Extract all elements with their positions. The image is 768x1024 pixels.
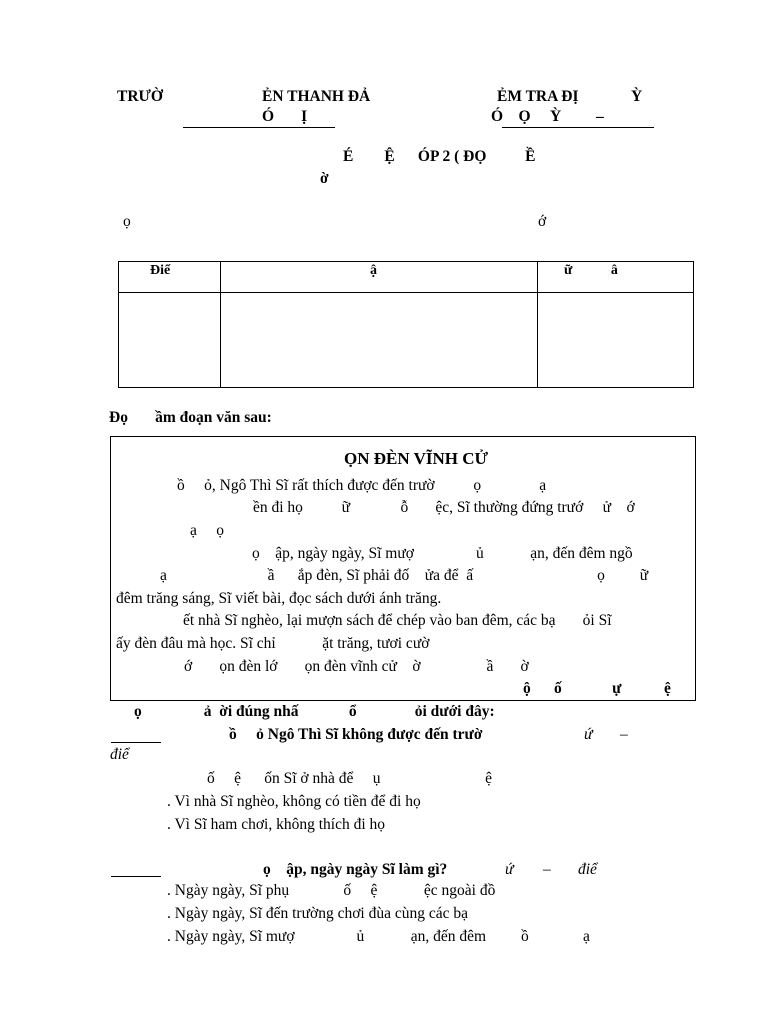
comment-header: ậ [370, 263, 377, 278]
exam-title-part2: Ỳ [631, 88, 643, 105]
q1-score-points: điể [110, 746, 129, 763]
q2-score-points: điể [578, 861, 597, 878]
q1-answer-blank [111, 742, 161, 743]
student-info-left: ọ [123, 213, 131, 230]
q2-answer-blank [111, 876, 161, 877]
q2-score-dash: – [543, 861, 551, 878]
passage-source: ộ ố ự ệ [523, 680, 671, 697]
q2-score-label: ứ [505, 861, 514, 878]
passage-line: ạ ọ [190, 522, 225, 539]
school-subline: Ó Ị [262, 108, 308, 125]
q1-score-label: ứ [584, 726, 593, 743]
q2-option: . Ngày ngày, Sĩ đến trường chơi đùa cùng các bạ [167, 905, 468, 922]
exam-subline: Ó Ọ Ỳ – [491, 108, 604, 125]
test-title: É Ệ ÓP 2 ( ĐỌ Ề [343, 148, 536, 165]
q1-option: . Vì nhà Sĩ nghèo, không có tiền để đi họ [167, 793, 421, 810]
school-name-part2: ẺN THANH ĐẢ [262, 88, 371, 105]
q2-option: . Ngày ngày, Sĩ phụ ố ệ ệc ngoài đồ [167, 882, 496, 899]
passage-line: ọ ập, ngày ngày, Sĩ mượ ủ ạn, đến đêm ngồ [252, 545, 633, 562]
q1-option: . Vì Sĩ ham chơi, không thích đi họ [167, 816, 386, 833]
passage-line: ết nhà Sĩ nghèo, lại mượn sách để chép vào ban đêm, các bạ ỏi Sĩ [183, 612, 612, 629]
signature-header: ữ â [564, 263, 618, 278]
reading-instruction: Đọ ầm đoạn văn sau: [109, 409, 272, 426]
exam-title-part1: ẺM TRA ĐỊ [497, 88, 579, 105]
q2-option: . Ngày ngày, Sĩ mượ ủ ạn, đến đêm ồ ạ [167, 928, 590, 945]
school-name-part1: TRƯỜ [117, 88, 163, 105]
test-title-line2: ờ [320, 170, 329, 187]
passage-line: ồ ỏ, Ngô Thì Sĩ rất thích được đến trườ ọ ạ [177, 477, 547, 494]
passage-line: ền đi họ ữ ỗ ệc, Sĩ thường đứng trướ ử ớ [253, 499, 635, 516]
score-table-col-divider-1 [220, 261, 221, 388]
q1-title: ồ ỏ Ngô Thì Sĩ không được đến trườ [229, 726, 483, 743]
passage-line: ấy đèn đâu mà học. Sĩ chỉ ặt trăng, tươi cườ [116, 635, 430, 652]
score-table-col-divider-2 [537, 261, 538, 388]
q1-option: ố ệ ốn Sĩ ở nhà để ụ ệ [207, 770, 493, 787]
exam-underline [502, 127, 654, 128]
passage-line: ớ ọn đèn lớ ọn đèn vĩnh cử ờ ầ ờ [184, 658, 529, 675]
passage-title: ỌN ĐÈN VĨNH CỬ [344, 449, 489, 468]
questions-intro: ọ ả ời đúng nhấ ổ ỏi dưới đây: [134, 703, 495, 720]
q2-title: ọ ập, ngày ngày Sĩ làm gì? [263, 861, 448, 878]
q1-score-dash: – [620, 726, 628, 743]
passage-line: đêm trăng sáng, Sĩ viết bài, đọc sách dưới ánh trăng. [116, 590, 442, 607]
passage-line: ạ ầ ắp đèn, Sĩ phải đố ửa để ấ ọ ữ [160, 567, 649, 584]
score-table [118, 261, 694, 388]
score-table-header-divider [118, 292, 694, 293]
student-info-right: ớ [538, 213, 547, 230]
school-underline [183, 127, 335, 128]
score-header: Điể [150, 263, 171, 278]
